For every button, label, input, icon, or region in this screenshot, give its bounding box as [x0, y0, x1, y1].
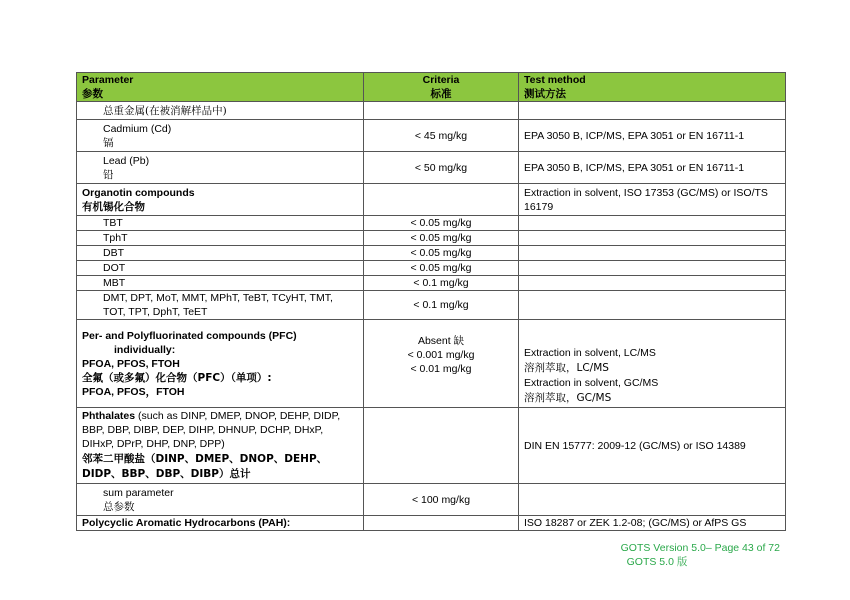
organotin-title-cn: 有机锡化合物 [82, 200, 145, 213]
header-method-cn: 测试方法 [524, 88, 566, 100]
pfc-method-gc-cn: 溶剂萃取，GC/MS [524, 392, 612, 404]
organotin-name: DOT [77, 261, 364, 276]
pfc-method [519, 320, 786, 408]
phthalates-list-en: (such as DINP, DMEP, DNOP, DEHP, DIDP, BBP, DBP, DIBP, DEP, DIHP, DHNUP, DCHP, DHxP, DIHxP, DPrP, DHP, DNP, DPP) [82, 410, 341, 450]
lead-cn: 铅 [103, 168, 114, 181]
organotin-title [77, 184, 364, 216]
footer-version: GOTS Version 5.0– Page 43 of 72 [620, 542, 780, 554]
lead-en: Lead (Pb) [103, 154, 150, 167]
organotin-criteria: < 0.05 mg/kg [364, 216, 519, 231]
organotin-group-criteria: < 0.1 mg/kg [364, 291, 519, 320]
organotin-name: DBT [77, 246, 364, 261]
table-row [77, 291, 786, 320]
pah-title: Polycyclic Aromatic Hydrocarbons (PAH): [77, 516, 364, 531]
header-parameter [77, 73, 364, 102]
pfc-criteria-absent: Absent 缺 [417, 335, 465, 347]
phthalates-title-en: Phthalates [82, 410, 136, 422]
organotin-name: TphT [77, 231, 364, 246]
sum-parameter-cn: 总参数 [103, 500, 135, 513]
organotin-title-en: Organotin compounds [82, 186, 195, 199]
table-row [77, 408, 786, 484]
pfc-list-cn: PFOA, PFOS，FTOH [82, 385, 185, 398]
header-criteria [364, 73, 519, 102]
lead-method: EPA 3050 B, ICP/MS, EPA 3051 or EN 16711-1 [519, 152, 786, 184]
organotin-method: Extraction in solvent, ISO 17353 (GC/MS) or ISO/TS 16179 [519, 184, 786, 216]
pfc-criteria-pfos: < 0.01 mg/kg [410, 363, 472, 375]
header-parameter-en: Parameter [82, 74, 134, 86]
table-row [77, 261, 786, 276]
header-criteria-cn: 标准 [430, 88, 452, 100]
table-row [77, 120, 786, 152]
table-row [77, 276, 786, 291]
pfc-title-cn: 全氟（或多氟）化合物（PFC）（单项）: [82, 371, 272, 384]
heavy-metals-title: 总重金属(在被消解样品中) [77, 102, 364, 120]
lead-cell [77, 152, 364, 184]
header-criteria-en: Criteria [422, 74, 460, 86]
table-row [77, 320, 786, 408]
criteria-table [76, 72, 786, 531]
pfc-criteria-pfoa: < 0.001 mg/kg [407, 349, 475, 361]
table-row [77, 184, 786, 216]
phthalates-method: DIN EN 15777: 2009-12 (GC/MS) or ISO 14389 [519, 408, 786, 484]
phthalates-title-cn: 邻苯二甲酸盐（DINP、DMEP、DNOP、DEHP、DIDP、BBP、DBP、DIBP）总计 [82, 453, 328, 480]
cadmium-cell [77, 120, 364, 152]
page-footer [621, 541, 780, 569]
table-row [77, 231, 786, 246]
organotin-criteria: < 0.1 mg/kg [364, 276, 519, 291]
sum-parameter-criteria: < 100 mg/kg [364, 484, 519, 516]
phthalates-title [77, 408, 364, 484]
pfc-method-gc: Extraction in solvent, GC/MS [524, 377, 659, 389]
table-row [77, 246, 786, 261]
pfc-title-en: Per- and Polyfluorinated compounds (PFC) [82, 329, 297, 342]
pfc-list-en: PFOA, PFOS, FTOH [82, 357, 180, 370]
organotin-criteria: < 0.05 mg/kg [364, 261, 519, 276]
cadmium-cn: 镉 [103, 136, 114, 149]
table-row [77, 216, 786, 231]
organotin-group-name: DMT, DPT, MoT, MMT, MPhT, TeBT, TCyHT, TMT, TOT, TPT, DphT, TeET [77, 291, 364, 320]
footer-version-cn: GOTS 5.0 版 [626, 556, 688, 568]
header-method-en: Test method [524, 74, 586, 86]
table-row [77, 102, 786, 120]
pfc-criteria [364, 320, 519, 408]
cadmium-en: Cadmium (Cd) [103, 122, 172, 135]
organotin-criteria: < 0.05 mg/kg [364, 231, 519, 246]
header-test-method [519, 73, 786, 102]
table-header-row [77, 73, 786, 102]
lead-criteria: < 50 mg/kg [364, 152, 519, 184]
sum-parameter-cell [77, 484, 364, 516]
cadmium-method: EPA 3050 B, ICP/MS, EPA 3051 or EN 16711-1 [519, 120, 786, 152]
pfc-individually: individually: [114, 343, 176, 356]
pfc-method-lc-cn: 溶剂萃取，LC/MS [524, 362, 609, 374]
organotin-name: TBT [77, 216, 364, 231]
organotin-criteria: < 0.05 mg/kg [364, 246, 519, 261]
table-row [77, 484, 786, 516]
pfc-method-lc: Extraction in solvent, LC/MS [524, 347, 656, 359]
table-row [77, 152, 786, 184]
table-row [77, 516, 786, 531]
pfc-title [77, 320, 364, 408]
pah-method: ISO 18287 or ZEK 1.2-08; (GC/MS) or AfPS GS [519, 516, 786, 531]
header-parameter-cn: 参数 [82, 88, 103, 100]
sum-parameter-en: sum parameter [103, 486, 174, 499]
cadmium-criteria: < 45 mg/kg [364, 120, 519, 152]
organotin-name: MBT [77, 276, 364, 291]
